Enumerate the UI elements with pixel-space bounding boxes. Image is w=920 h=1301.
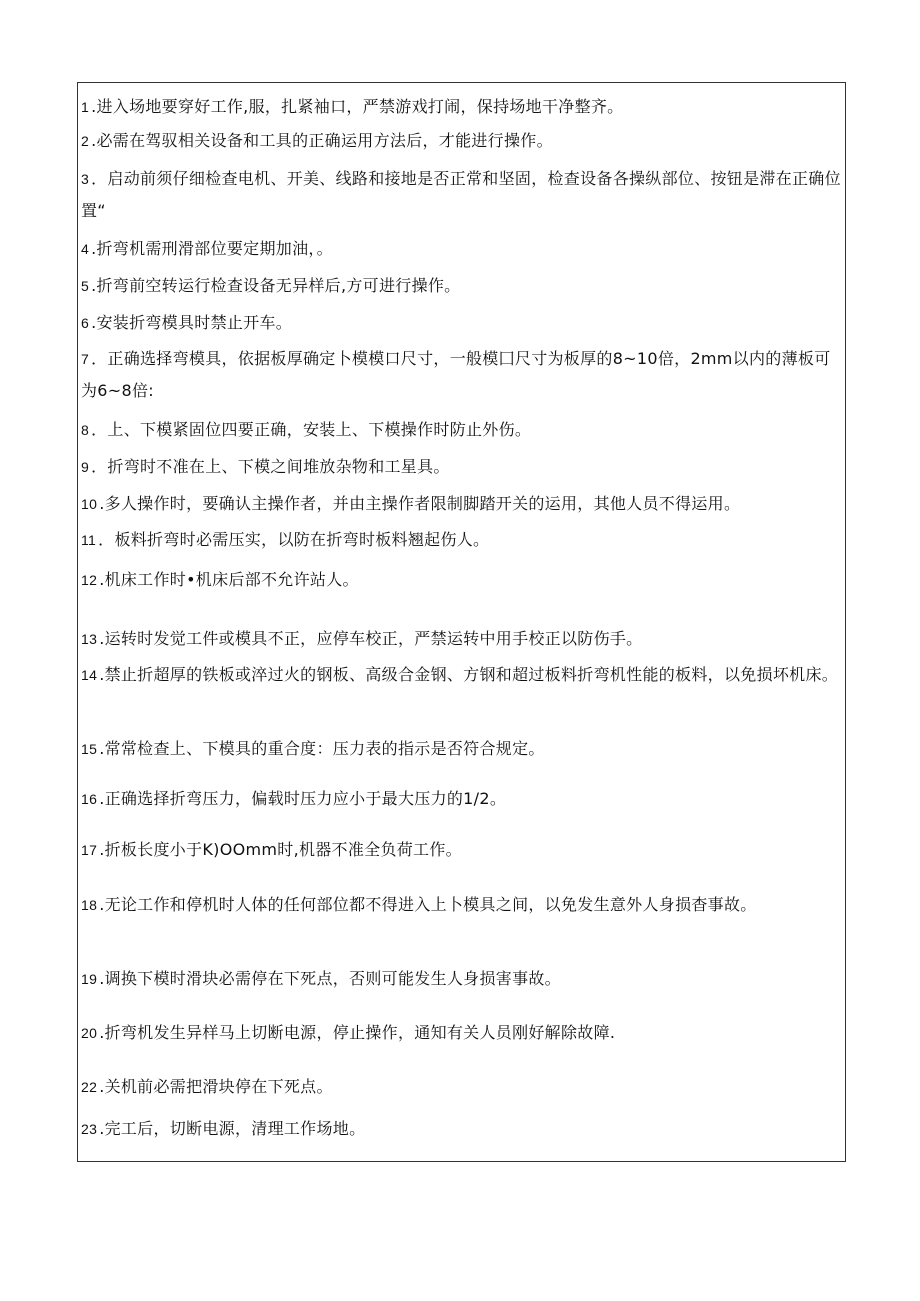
rule-item <box>81 125 841 157</box>
rule-text: .正确选择折弯压力，偏载时压力应小于最大压力的1/2。 <box>99 789 507 808</box>
rule-number: 17 <box>81 842 98 858</box>
rule-text: .多人操作时，要确认主操作者，并由主操作者限制脚踏开关的运用，其他人员不得运用。 <box>99 494 741 513</box>
rule-item <box>81 524 841 556</box>
rule-item <box>81 1113 841 1145</box>
rule-text: .常常检查上、下模具的重合度：压力表的指示是否符合规定。 <box>99 739 545 758</box>
rule-number: 20 <box>81 1025 98 1041</box>
rule-number: 11 <box>81 532 97 548</box>
rule-item <box>81 451 841 483</box>
rule-text: ．上、下模紧固位四要正确，安装上、下模操作时防止外伤。 <box>91 420 532 439</box>
rule-text: .折弯前空转运行检查设备无异样后,方可进行操作。 <box>91 276 461 295</box>
rule-text: ．启动前须仔细检查电机、开美、线路和接地是否正常和坚固，检查设备各操纵部位、按钮是滞在正确位置“ <box>81 169 841 220</box>
rule-text: .安装折弯模具时禁止开车。 <box>91 313 293 332</box>
rule-text: .关机前必需把滑块停在下死点。 <box>99 1077 333 1096</box>
rule-number: 2 <box>81 133 90 149</box>
rule-number: 14 <box>81 667 98 683</box>
rule-text: ．折弯时不准在上、下模之间堆放杂物和工星具。 <box>91 457 450 476</box>
rule-text: ．正确选择弯模具，依据板厚确定卜模模口尺寸，一般模囗尺寸为板厚的8~10倍，2mm以内的薄板可为6~8倍: <box>81 349 831 400</box>
rule-item <box>81 307 841 339</box>
rule-number: 5 <box>81 278 90 294</box>
rule-number: 7 <box>81 351 90 367</box>
rule-item <box>81 564 841 596</box>
rule-item <box>81 91 841 123</box>
rule-item <box>81 834 841 866</box>
rule-number: 10 <box>81 496 98 512</box>
rule-item <box>81 414 841 446</box>
rule-number: 4 <box>81 241 90 257</box>
rule-item <box>81 270 841 302</box>
rule-text: .折弯机发生异样马上切断电源，停止操作，通知有关人员刚好解除故障. <box>99 1023 616 1042</box>
rule-text: .完工后，切断电源，清理工作场地。 <box>99 1119 366 1138</box>
rule-text: .机床工作时•机床后部不允许站人。 <box>99 570 359 589</box>
rule-item <box>81 233 841 265</box>
rule-text: .折板长度小于K)OOmm时,机器不准全负荷工作。 <box>99 840 462 859</box>
rule-item <box>81 963 841 995</box>
rule-item <box>81 659 841 691</box>
rule-number: 22 <box>81 1079 98 1095</box>
rule-number: 18 <box>81 897 98 913</box>
rule-text: ．板料折弯时必需压实，以防在折弯时板料翘起伤人。 <box>98 530 490 549</box>
rule-number: 19 <box>81 971 98 987</box>
rule-item <box>81 1017 841 1049</box>
rule-text: .必需在驾驭相关设备和工具的正确运用方法后，才能进行操作。 <box>91 131 553 150</box>
rule-number: 9 <box>81 459 90 475</box>
rule-text: .运转时发觉工件或模具不正，应停车校正，严禁运转中用手校正以防伤手。 <box>99 629 643 648</box>
rule-text: .进入场地要穿好工作,服，扎紧袖口，严禁游戏打闹，保持场地干净整齐。 <box>91 97 624 116</box>
rule-text: .折弯机需刑滑部位要定期加油，。 <box>91 239 333 258</box>
rule-item <box>81 343 841 406</box>
rule-item <box>81 1071 841 1103</box>
rule-item <box>81 623 841 655</box>
rule-number: 8 <box>81 422 90 438</box>
rule-item <box>81 163 841 226</box>
rule-number: 23 <box>81 1121 98 1137</box>
rule-item <box>81 488 841 520</box>
rule-number: 1 <box>81 99 90 115</box>
rule-number: 12 <box>81 572 98 588</box>
rule-number: 13 <box>81 631 98 647</box>
rule-text: .调换下模时滑块必需停在下死点，否则可能发生人身损害事故。 <box>99 969 561 988</box>
rule-number: 16 <box>81 791 98 807</box>
rules-table-cell <box>77 82 846 1162</box>
rule-item <box>81 783 841 815</box>
rule-number: 6 <box>81 315 90 331</box>
rule-text: .禁止折超厚的铁板或淬过火的钢板、高级合金钢、方钢和超过板料折弯机性能的板料，以免损坏机床。 <box>99 665 839 684</box>
rule-number: 3 <box>81 171 90 187</box>
rule-item <box>81 733 841 765</box>
rule-text: .无论工作和停机时人体的任何部位都不得进入上卜模具之间，以免发生意外人身损杳事故。 <box>99 895 757 914</box>
rule-item <box>81 889 841 921</box>
rule-number: 15 <box>81 741 98 757</box>
